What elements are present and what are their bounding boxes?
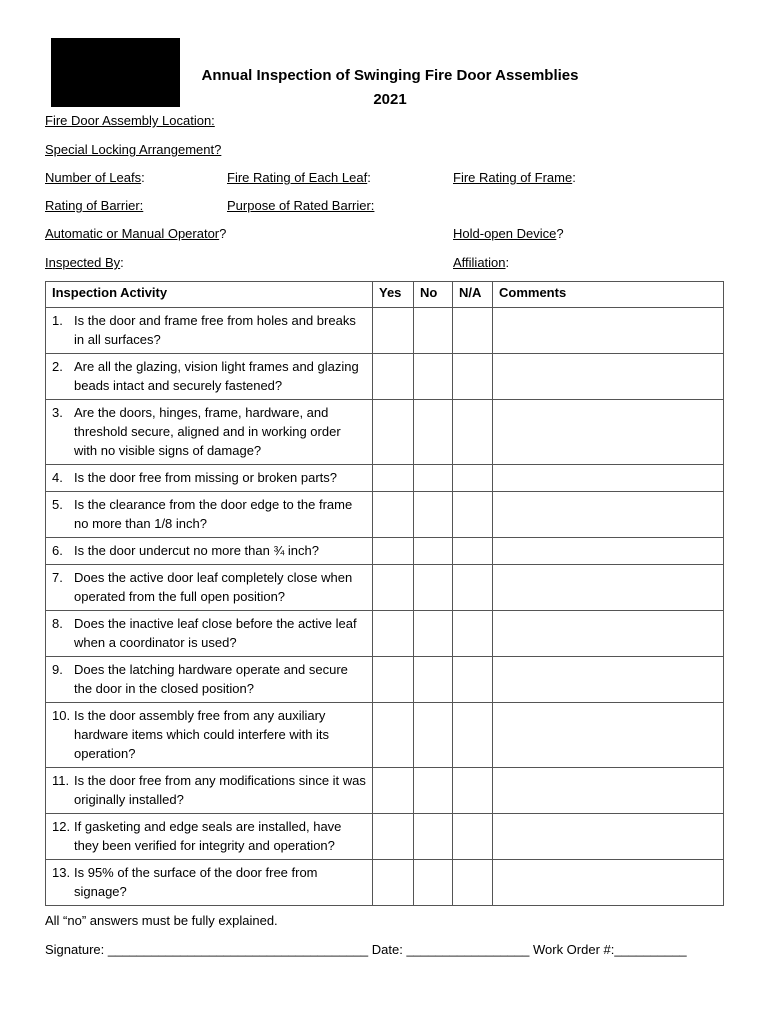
question-number: 7.: [52, 570, 63, 585]
field-affiliation-label: Affiliation: [453, 255, 506, 270]
question-text: Does the active door leaf completely close when operated from the full open position?: [74, 570, 353, 604]
comments-cell[interactable]: [493, 611, 724, 657]
inspection-question: [46, 400, 373, 465]
inspection-question: [46, 768, 373, 814]
question-number: 13.: [52, 865, 71, 880]
header-yes: Yes: [373, 282, 414, 308]
inspection-question: [46, 657, 373, 703]
no-cell[interactable]: [414, 354, 453, 400]
question-text: Is the door free from any modifications since it was originally installed?: [74, 773, 366, 807]
table-row: [46, 538, 724, 565]
na-cell[interactable]: [453, 768, 493, 814]
comments-cell[interactable]: [493, 860, 724, 906]
document-title: Annual Inspection of Swinging Fire Door Assemblies: [201, 67, 579, 84]
no-cell[interactable]: [414, 814, 453, 860]
field-inspected-by-label: Inspected By: [45, 255, 121, 270]
inspection-question: [46, 703, 373, 768]
na-cell[interactable]: [453, 703, 493, 768]
na-cell[interactable]: [453, 400, 493, 465]
yes-cell[interactable]: [373, 565, 414, 611]
question-number: 5.: [52, 497, 63, 512]
comments-cell[interactable]: [493, 657, 724, 703]
question-number: 12.: [52, 819, 71, 834]
table-row: [46, 768, 724, 814]
yes-cell[interactable]: [373, 657, 414, 703]
inspection-table: [45, 281, 724, 906]
no-cell[interactable]: [414, 492, 453, 538]
comments-cell[interactable]: [493, 354, 724, 400]
na-cell[interactable]: [453, 814, 493, 860]
comments-cell[interactable]: [493, 703, 724, 768]
no-cell[interactable]: [414, 611, 453, 657]
table-row: [46, 400, 724, 465]
table-row: [46, 860, 724, 906]
document-year: 2021: [373, 91, 407, 108]
table-header-row: [46, 282, 724, 308]
no-cell[interactable]: [414, 860, 453, 906]
no-cell[interactable]: [414, 538, 453, 565]
question-number: 10.: [52, 708, 71, 723]
question-number: 6.: [52, 543, 63, 558]
field-holdopen-label: Hold-open Device: [453, 226, 557, 241]
colon: :: [505, 255, 510, 270]
inspection-question: [46, 565, 373, 611]
field-location: Fire Door Assembly Location:: [45, 113, 215, 128]
yes-cell[interactable]: [373, 860, 414, 906]
yes-cell[interactable]: [373, 814, 414, 860]
na-cell[interactable]: [453, 354, 493, 400]
question-text: Are all the glazing, vision light frames and glazing beads intact and securely fastened?: [74, 359, 359, 393]
question-text: Is 95% of the surface of the door free from signage?: [74, 865, 318, 899]
field-number-of-leafs: [45, 170, 145, 186]
yes-cell[interactable]: [373, 611, 414, 657]
inspection-question: [46, 308, 373, 354]
na-cell[interactable]: [453, 492, 493, 538]
header-inspection-activity: Inspection Activity: [46, 282, 373, 308]
comments-cell[interactable]: [493, 814, 724, 860]
table-row: [46, 308, 724, 354]
no-cell[interactable]: [414, 768, 453, 814]
table-row: [46, 703, 724, 768]
header-na: N/A: [453, 282, 493, 308]
question-text: If gasketing and edge seals are installed, have they been verified for integrity and operation?: [74, 819, 342, 853]
field-locking: Special Locking Arrangement?: [45, 142, 222, 157]
no-cell[interactable]: [414, 465, 453, 492]
inspection-question: [46, 492, 373, 538]
question-number: 11.: [52, 773, 70, 788]
logo-redacted: [51, 38, 180, 107]
question-mark: ?: [219, 226, 227, 241]
question-number: 2.: [52, 359, 63, 374]
header-no: No: [414, 282, 453, 308]
field-frame-rating: [453, 170, 576, 186]
table-row: [46, 354, 724, 400]
comments-cell[interactable]: [493, 565, 724, 611]
table-row: [46, 492, 724, 538]
inspection-question: [46, 465, 373, 492]
yes-cell[interactable]: [373, 308, 414, 354]
question-mark: ?: [556, 226, 564, 241]
no-cell[interactable]: [414, 657, 453, 703]
comments-cell[interactable]: [493, 538, 724, 565]
field-operator-label: Automatic or Manual Operator: [45, 226, 220, 241]
colon: :: [141, 170, 145, 185]
inspection-question: [46, 354, 373, 400]
table-row: [46, 814, 724, 860]
question-text: Does the latching hardware operate and secure the door in the closed position?: [74, 662, 348, 696]
field-number-of-leafs-label: Number of Leafs: [45, 170, 142, 185]
inspection-question: [46, 611, 373, 657]
comments-cell[interactable]: [493, 768, 724, 814]
question-text: Are the doors, hinges, frame, hardware, and threshold secure, aligned and in working order with no visible signs of damage?: [74, 405, 341, 458]
footer-note: All “no” answers must be fully explained.: [45, 913, 278, 928]
question-text: Is the door undercut no more than ¾ inch?: [74, 543, 319, 558]
colon: :: [120, 255, 124, 270]
no-cell[interactable]: [414, 565, 453, 611]
question-number: 9.: [52, 662, 63, 677]
yes-cell[interactable]: [373, 465, 414, 492]
table-row: [46, 565, 724, 611]
na-cell[interactable]: [453, 860, 493, 906]
question-number: 8.: [52, 616, 63, 631]
yes-cell[interactable]: [373, 768, 414, 814]
field-leaf-rating-label: Fire Rating of Each Leaf: [227, 170, 368, 185]
yes-cell[interactable]: [373, 354, 414, 400]
question-number: 1.: [52, 313, 63, 328]
comments-cell[interactable]: [493, 400, 724, 465]
table-row: [46, 611, 724, 657]
question-text: Is the door free from missing or broken parts?: [74, 470, 338, 485]
comments-cell[interactable]: [493, 492, 724, 538]
inspection-question: [46, 814, 373, 860]
no-cell[interactable]: [414, 308, 453, 354]
na-cell[interactable]: [453, 565, 493, 611]
header-comments: Comments: [493, 282, 724, 308]
question-text: Is the door assembly free from any auxiliary hardware items which could interfere with its operation?: [74, 708, 330, 761]
colon: :: [572, 170, 576, 185]
question-text: Is the door and frame free from holes and breaks in all surfaces?: [74, 313, 356, 347]
na-cell[interactable]: [453, 657, 493, 703]
field-holdopen: [453, 226, 564, 242]
signature-line[interactable]: Signature: ____________________________________ Date: _________________ Work Order #:__________: [45, 942, 687, 957]
na-cell[interactable]: [453, 611, 493, 657]
table-row: [46, 657, 724, 703]
field-leaf-rating: [227, 170, 371, 186]
na-cell[interactable]: [453, 465, 493, 492]
inspection-question: [46, 860, 373, 906]
comments-cell[interactable]: [493, 465, 724, 492]
question-number: 4.: [52, 470, 63, 485]
field-barrier-rating: Rating of Barrier:: [45, 198, 144, 213]
yes-cell[interactable]: [373, 703, 414, 768]
question-text: Does the inactive leaf close before the active leaf when a coordinator is used?: [74, 616, 357, 650]
question-number: 3.: [52, 405, 63, 420]
inspection-question: [46, 538, 373, 565]
no-cell[interactable]: [414, 400, 453, 465]
question-text: Is the clearance from the door edge to the frame no more than 1/8 inch?: [74, 497, 353, 531]
yes-cell[interactable]: [373, 492, 414, 538]
field-barrier-purpose: Purpose of Rated Barrier:: [227, 198, 375, 213]
field-frame-rating-label: Fire Rating of Frame: [453, 170, 573, 185]
field-inspected-by: [45, 255, 124, 271]
na-cell[interactable]: [453, 308, 493, 354]
field-operator: [45, 226, 226, 242]
comments-cell[interactable]: [493, 308, 724, 354]
field-affiliation: [453, 255, 509, 271]
colon: :: [367, 170, 371, 185]
na-cell[interactable]: [453, 538, 493, 565]
yes-cell[interactable]: [373, 538, 414, 565]
yes-cell[interactable]: [373, 400, 414, 465]
table-row: [46, 465, 724, 492]
no-cell[interactable]: [414, 703, 453, 768]
